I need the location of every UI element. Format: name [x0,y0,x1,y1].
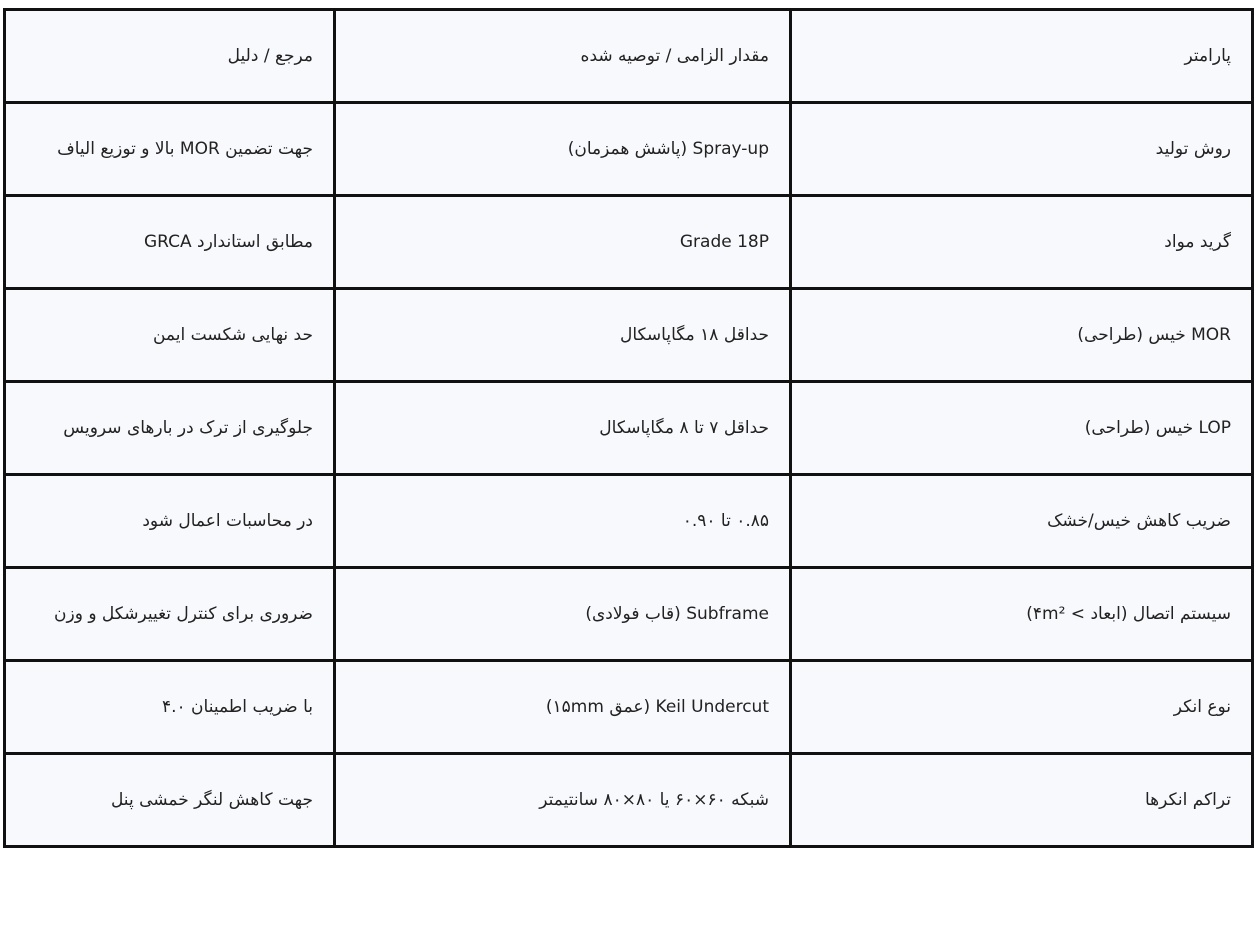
parameter-cell: تراکم انکرها [791,754,1253,847]
parameter-cell: ضریب کاهش خیس/خشک [791,475,1253,568]
parameter-cell: گرید مواد [791,196,1253,289]
header-parameter: پارامتر [791,10,1253,103]
value-cell: Spray-up (پاشش همزمان) [335,103,791,196]
reference-cell: ضروری برای کنترل تغییرشکل و وزن [5,568,335,661]
reference-cell: جلوگیری از ترک در بارهای سرویس [5,382,335,475]
reference-cell: مطابق استاندارد GRCA [5,196,335,289]
reference-cell: با ضریب اطمینان ۴.۰ [5,661,335,754]
value-cell: Keil Undercut (عمق ۱۵mm) [335,661,791,754]
table-row [5,382,1253,475]
parameter-cell: MOR خیس (طراحی) [791,289,1253,382]
table-row [5,289,1253,382]
reference-cell: حد نهایی شکست ایمن [5,289,335,382]
reference-cell: در محاسبات اعمال شود [5,475,335,568]
table-row [5,661,1253,754]
value-cell: حداقل ۱۸ مگاپاسکال [335,289,791,382]
value-cell: ۰.۸۵ تا ۰.۹۰ [335,475,791,568]
table-header-row [5,10,1253,103]
value-cell: Grade 18P [335,196,791,289]
table-row [5,103,1253,196]
specification-table [3,8,1254,848]
value-cell: حداقل ۷ تا ۸ مگاپاسکال [335,382,791,475]
table-row [5,475,1253,568]
reference-cell: جهت کاهش لنگر خمشی پنل [5,754,335,847]
table-row [5,196,1253,289]
parameter-cell: روش تولید [791,103,1253,196]
reference-cell: جهت تضمین MOR بالا و توزیع الیاف [5,103,335,196]
header-value: مقدار الزامی / توصیه شده [335,10,791,103]
value-cell: Subframe (قاب فولادی) [335,568,791,661]
table-row [5,754,1253,847]
value-cell: شبکه ۶۰×۶۰ یا ۸۰×۸۰ سانتیمتر [335,754,791,847]
parameter-cell: سیستم اتصال (ابعاد > ۴m²) [791,568,1253,661]
parameter-cell: LOP خیس (طراحی) [791,382,1253,475]
header-reference: مرجع / دلیل [5,10,335,103]
parameter-cell: نوع انکر [791,661,1253,754]
table-row [5,568,1253,661]
